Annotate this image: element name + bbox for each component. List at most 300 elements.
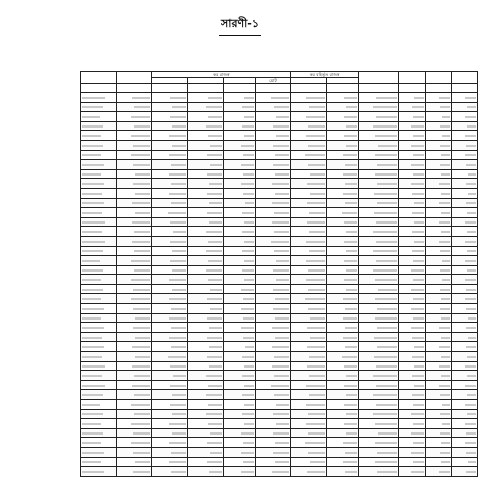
table-cell	[223, 188, 255, 198]
illegible-value-placeholder	[465, 298, 476, 300]
column-number	[188, 84, 224, 93]
table-cell	[398, 400, 426, 410]
table-cell	[81, 131, 117, 141]
illegible-value-placeholder	[441, 231, 451, 233]
illegible-value-placeholder	[82, 106, 103, 108]
illegible-value-placeholder	[440, 413, 450, 415]
illegible-value-placeholder	[82, 394, 103, 396]
table-cell	[255, 352, 291, 362]
illegible-value-placeholder	[440, 164, 450, 166]
illegible-value-placeholder	[275, 442, 289, 444]
table-cell	[152, 275, 188, 285]
table-cell	[116, 284, 152, 294]
illegible-value-placeholder	[344, 221, 356, 223]
illegible-value-placeholder	[412, 356, 424, 358]
table-cell	[188, 179, 224, 189]
illegible-value-placeholder	[82, 241, 105, 243]
illegible-value-placeholder	[82, 269, 103, 271]
table-cell	[255, 140, 291, 150]
table-cell	[152, 160, 188, 170]
revenue-table	[80, 71, 478, 480]
col-group-nontax: কর বহির্ভূত রাজস্ব	[291, 72, 358, 78]
table-cell	[152, 380, 188, 390]
table-cell	[452, 121, 478, 131]
table-cell	[116, 332, 152, 342]
table-cell	[81, 467, 117, 477]
illegible-value-placeholder	[272, 327, 289, 329]
table-cell	[327, 236, 359, 246]
illegible-value-placeholder	[244, 365, 253, 367]
illegible-value-placeholder	[134, 413, 151, 415]
table-body	[81, 93, 478, 477]
illegible-value-placeholder	[272, 471, 289, 473]
table-cell	[152, 150, 188, 160]
illegible-value-placeholder	[135, 337, 150, 339]
table-cell	[398, 275, 426, 285]
illegible-value-placeholder	[376, 260, 397, 262]
illegible-value-placeholder	[413, 135, 424, 137]
illegible-value-placeholder	[244, 135, 254, 137]
illegible-value-placeholder	[467, 375, 476, 377]
illegible-value-placeholder	[467, 212, 476, 214]
table-cell	[223, 352, 255, 362]
table-cell	[327, 275, 359, 285]
table-cell	[223, 150, 255, 160]
illegible-value-placeholder	[244, 97, 253, 99]
table-cell	[398, 380, 426, 390]
illegible-value-placeholder	[439, 97, 450, 99]
table-cell	[223, 419, 255, 429]
table-cell	[358, 323, 398, 333]
illegible-value-placeholder	[439, 365, 450, 367]
illegible-value-placeholder	[439, 346, 450, 348]
illegible-value-placeholder	[82, 260, 100, 262]
illegible-value-placeholder	[131, 423, 150, 425]
table-cell	[426, 112, 452, 122]
col-ratio-3	[426, 72, 452, 84]
table-row	[81, 342, 478, 352]
table-cell	[152, 323, 188, 333]
illegible-value-placeholder	[413, 298, 424, 300]
illegible-value-placeholder	[345, 202, 357, 204]
table-cell	[223, 131, 255, 141]
illegible-value-placeholder	[307, 346, 325, 348]
table-cell	[116, 150, 152, 160]
table-cell	[358, 447, 398, 457]
table-cell	[358, 131, 398, 141]
table-cell	[255, 121, 291, 131]
table-cell	[398, 284, 426, 294]
illegible-value-placeholder	[414, 365, 424, 367]
illegible-value-placeholder	[346, 432, 357, 434]
table-cell	[223, 102, 255, 112]
table-cell	[188, 313, 224, 323]
table-cell	[327, 112, 359, 122]
illegible-value-placeholder	[210, 452, 222, 454]
table-cell	[81, 428, 117, 438]
table-cell	[358, 102, 398, 112]
table-cell	[255, 217, 291, 227]
illegible-value-placeholder	[465, 260, 476, 262]
illegible-value-placeholder	[272, 221, 290, 223]
table-cell	[255, 150, 291, 160]
table-cell	[327, 160, 359, 170]
illegible-value-placeholder	[172, 145, 186, 147]
table-cell	[152, 93, 188, 103]
illegible-value-placeholder	[131, 279, 150, 281]
table-cell	[426, 332, 452, 342]
illegible-value-placeholder	[133, 145, 150, 147]
table-cell	[452, 438, 478, 448]
table-cell	[81, 179, 117, 189]
illegible-value-placeholder	[207, 298, 221, 300]
illegible-value-placeholder	[208, 404, 222, 406]
illegible-value-placeholder	[243, 442, 253, 444]
table-cell	[291, 313, 327, 323]
table-cell	[291, 371, 327, 381]
table-cell	[152, 265, 188, 275]
table-cell	[291, 169, 327, 179]
table-cell	[255, 246, 291, 256]
illegible-value-placeholder	[131, 260, 150, 262]
table-cell	[291, 284, 327, 294]
table-cell	[255, 467, 291, 477]
table-row	[81, 217, 478, 227]
table-cell	[291, 131, 327, 141]
illegible-value-placeholder	[206, 231, 222, 233]
table-cell	[452, 102, 478, 112]
table-cell	[426, 102, 452, 112]
table-cell	[188, 208, 224, 218]
table-cell	[452, 457, 478, 467]
table-cell	[426, 467, 452, 477]
illegible-value-placeholder	[82, 289, 103, 291]
illegible-value-placeholder	[467, 231, 476, 233]
illegible-value-placeholder	[209, 221, 222, 223]
table-cell	[81, 93, 117, 103]
table-row	[81, 361, 478, 371]
illegible-value-placeholder	[170, 221, 186, 223]
table-cell	[426, 438, 452, 448]
illegible-value-placeholder	[442, 116, 450, 118]
illegible-value-placeholder	[82, 231, 102, 233]
column-number	[81, 84, 117, 93]
illegible-value-placeholder	[241, 183, 254, 185]
table-cell	[426, 304, 452, 314]
illegible-value-placeholder	[132, 365, 150, 367]
table-cell	[426, 323, 452, 333]
illegible-value-placeholder	[411, 413, 424, 415]
table-cell	[358, 400, 398, 410]
illegible-value-placeholder	[439, 241, 450, 243]
illegible-value-placeholder	[134, 106, 150, 108]
illegible-value-placeholder	[377, 471, 396, 473]
illegible-value-placeholder	[82, 452, 104, 454]
table-cell	[116, 294, 152, 304]
table-cell	[426, 246, 452, 256]
table-row	[81, 380, 478, 390]
illegible-value-placeholder	[82, 423, 101, 425]
illegible-value-placeholder	[413, 154, 424, 156]
table-cell	[81, 409, 117, 419]
table-cell	[426, 342, 452, 352]
illegible-value-placeholder	[374, 212, 397, 214]
table-cell	[152, 131, 188, 141]
table-cell	[452, 419, 478, 429]
illegible-value-placeholder	[206, 269, 222, 271]
illegible-value-placeholder	[414, 346, 424, 348]
table-cell	[452, 179, 478, 189]
table-cell	[255, 380, 291, 390]
illegible-value-placeholder	[373, 231, 396, 233]
table-cell	[291, 438, 327, 448]
illegible-value-placeholder	[466, 432, 476, 434]
table-cell	[152, 304, 188, 314]
illegible-value-placeholder	[343, 317, 357, 319]
table-cell	[327, 390, 359, 400]
table-cell	[81, 313, 117, 323]
illegible-value-placeholder	[309, 231, 325, 233]
illegible-value-placeholder	[132, 221, 150, 223]
illegible-value-placeholder	[413, 442, 424, 444]
illegible-value-placeholder	[206, 375, 222, 377]
illegible-value-placeholder	[411, 145, 424, 147]
table-cell	[398, 131, 426, 141]
illegible-value-placeholder	[439, 327, 450, 329]
illegible-value-placeholder	[209, 365, 222, 367]
illegible-value-placeholder	[373, 413, 397, 415]
illegible-value-placeholder	[82, 221, 105, 223]
table-row	[81, 140, 478, 150]
table-cell	[188, 169, 224, 179]
illegible-value-placeholder	[273, 289, 289, 291]
table-cell	[223, 467, 255, 477]
illegible-value-placeholder	[465, 423, 476, 425]
table-cell	[255, 457, 291, 467]
table-cell	[81, 400, 117, 410]
illegible-value-placeholder	[82, 365, 105, 367]
table-cell	[81, 112, 117, 122]
table-cell	[223, 140, 255, 150]
illegible-value-placeholder	[171, 183, 186, 185]
illegible-value-placeholder	[310, 337, 325, 339]
table-cell	[291, 198, 327, 208]
illegible-value-placeholder	[308, 413, 325, 415]
table-cell	[398, 323, 426, 333]
table-cell	[426, 227, 452, 237]
table-row	[81, 390, 478, 400]
illegible-value-placeholder	[346, 106, 357, 108]
illegible-value-placeholder	[440, 250, 450, 252]
table-row	[81, 121, 478, 131]
illegible-value-placeholder	[466, 327, 476, 329]
table-row	[81, 409, 478, 419]
illegible-value-placeholder	[171, 327, 186, 329]
illegible-value-placeholder	[242, 250, 254, 252]
table-cell	[116, 380, 152, 390]
table-cell	[223, 380, 255, 390]
illegible-value-placeholder	[169, 461, 186, 463]
illegible-value-placeholder	[134, 125, 151, 127]
illegible-value-placeholder	[377, 452, 396, 454]
illegible-value-placeholder	[412, 106, 425, 108]
table-cell	[327, 342, 359, 352]
table-cell	[291, 121, 327, 131]
table-cell	[327, 131, 359, 141]
table-cell	[327, 400, 359, 410]
illegible-value-placeholder	[468, 337, 476, 339]
illegible-value-placeholder	[377, 308, 396, 310]
illegible-value-placeholder	[466, 471, 476, 473]
illegible-value-placeholder	[241, 452, 254, 454]
illegible-value-placeholder	[306, 116, 325, 118]
table-cell	[255, 428, 291, 438]
table-cell	[81, 275, 117, 285]
table-cell	[188, 265, 224, 275]
table-cell	[223, 400, 255, 410]
table-cell	[81, 304, 117, 314]
table-cell	[116, 409, 152, 419]
table-cell	[188, 140, 224, 150]
illegible-value-placeholder	[373, 106, 396, 108]
table-cell	[398, 294, 426, 304]
table-cell	[452, 236, 478, 246]
column-number-row	[81, 84, 478, 93]
illegible-value-placeholder	[411, 289, 424, 291]
table-cell	[327, 361, 359, 371]
table-cell	[452, 361, 478, 371]
illegible-value-placeholder	[275, 337, 290, 339]
table-cell	[255, 313, 291, 323]
table-cell	[223, 236, 255, 246]
table-cell	[358, 256, 398, 266]
illegible-value-placeholder	[273, 269, 289, 271]
illegible-value-placeholder	[346, 250, 357, 252]
table-cell	[223, 227, 255, 237]
table-cell	[188, 400, 224, 410]
table-cell	[291, 256, 327, 266]
illegible-value-placeholder	[343, 337, 357, 339]
table-cell	[291, 275, 327, 285]
table-cell	[255, 179, 291, 189]
table-cell	[152, 428, 188, 438]
illegible-value-placeholder	[346, 125, 357, 127]
illegible-value-placeholder	[466, 346, 476, 348]
illegible-value-placeholder	[310, 461, 325, 463]
table-cell	[358, 390, 398, 400]
illegible-value-placeholder	[169, 442, 186, 444]
table-cell	[327, 140, 359, 150]
table-cell	[291, 323, 327, 333]
illegible-value-placeholder	[441, 317, 450, 319]
illegible-value-placeholder	[208, 385, 221, 387]
column-number	[452, 84, 478, 93]
table-cell	[426, 275, 452, 285]
table-cell	[152, 447, 188, 457]
illegible-value-placeholder	[244, 423, 254, 425]
table-row	[81, 457, 478, 467]
illegible-value-placeholder	[439, 471, 450, 473]
table-cell	[398, 256, 426, 266]
illegible-value-placeholder	[441, 375, 451, 377]
table-cell	[358, 198, 398, 208]
table-cell	[452, 380, 478, 390]
table-cell	[116, 428, 152, 438]
illegible-value-placeholder	[172, 106, 186, 108]
table-cell	[255, 438, 291, 448]
table-cell	[255, 227, 291, 237]
table-cell	[152, 246, 188, 256]
illegible-value-placeholder	[412, 337, 424, 339]
illegible-value-placeholder	[373, 125, 397, 127]
table-cell	[291, 419, 327, 429]
table-cell	[188, 294, 224, 304]
illegible-value-placeholder	[171, 202, 186, 204]
table-cell	[116, 160, 152, 170]
illegible-value-placeholder	[441, 442, 450, 444]
table-cell	[398, 438, 426, 448]
table-cell	[452, 265, 478, 275]
table-cell	[223, 428, 255, 438]
table-cell	[81, 198, 117, 208]
table-cell	[426, 352, 452, 362]
table-cell	[398, 246, 426, 256]
table-cell	[358, 265, 398, 275]
table-cell	[188, 438, 224, 448]
table-cell	[223, 409, 255, 419]
illegible-value-placeholder	[307, 202, 325, 204]
table-cell	[223, 361, 255, 371]
illegible-value-placeholder	[82, 193, 102, 195]
table-row	[81, 332, 478, 342]
table-cell	[398, 208, 426, 218]
table-cell	[152, 467, 188, 477]
illegible-value-placeholder	[344, 135, 357, 137]
illegible-value-placeholder	[375, 279, 396, 281]
table-cell	[398, 352, 426, 362]
illegible-value-placeholder	[273, 164, 290, 166]
illegible-value-placeholder	[274, 250, 290, 252]
illegible-value-placeholder	[82, 97, 105, 99]
illegible-value-placeholder	[274, 231, 289, 233]
illegible-value-placeholder	[241, 471, 254, 473]
illegible-value-placeholder	[465, 154, 476, 156]
illegible-value-placeholder	[244, 260, 254, 262]
illegible-value-placeholder	[209, 471, 221, 473]
illegible-value-placeholder	[242, 231, 254, 233]
table-cell	[116, 323, 152, 333]
illegible-value-placeholder	[309, 394, 325, 396]
illegible-value-placeholder	[276, 279, 290, 281]
table-row	[81, 160, 478, 170]
illegible-value-placeholder	[245, 346, 254, 348]
table-cell	[358, 457, 398, 467]
table-cell	[116, 265, 152, 275]
illegible-value-placeholder	[344, 97, 357, 99]
table-cell	[426, 188, 452, 198]
table-cell	[81, 294, 117, 304]
illegible-value-placeholder	[345, 471, 357, 473]
table-cell	[81, 352, 117, 362]
illegible-value-placeholder	[414, 221, 424, 223]
table-cell	[223, 371, 255, 381]
illegible-value-placeholder	[135, 193, 150, 195]
table-cell	[116, 236, 152, 246]
table-cell	[223, 198, 255, 208]
table-cell	[255, 160, 291, 170]
table-cell	[255, 371, 291, 381]
table-cell	[255, 361, 291, 371]
